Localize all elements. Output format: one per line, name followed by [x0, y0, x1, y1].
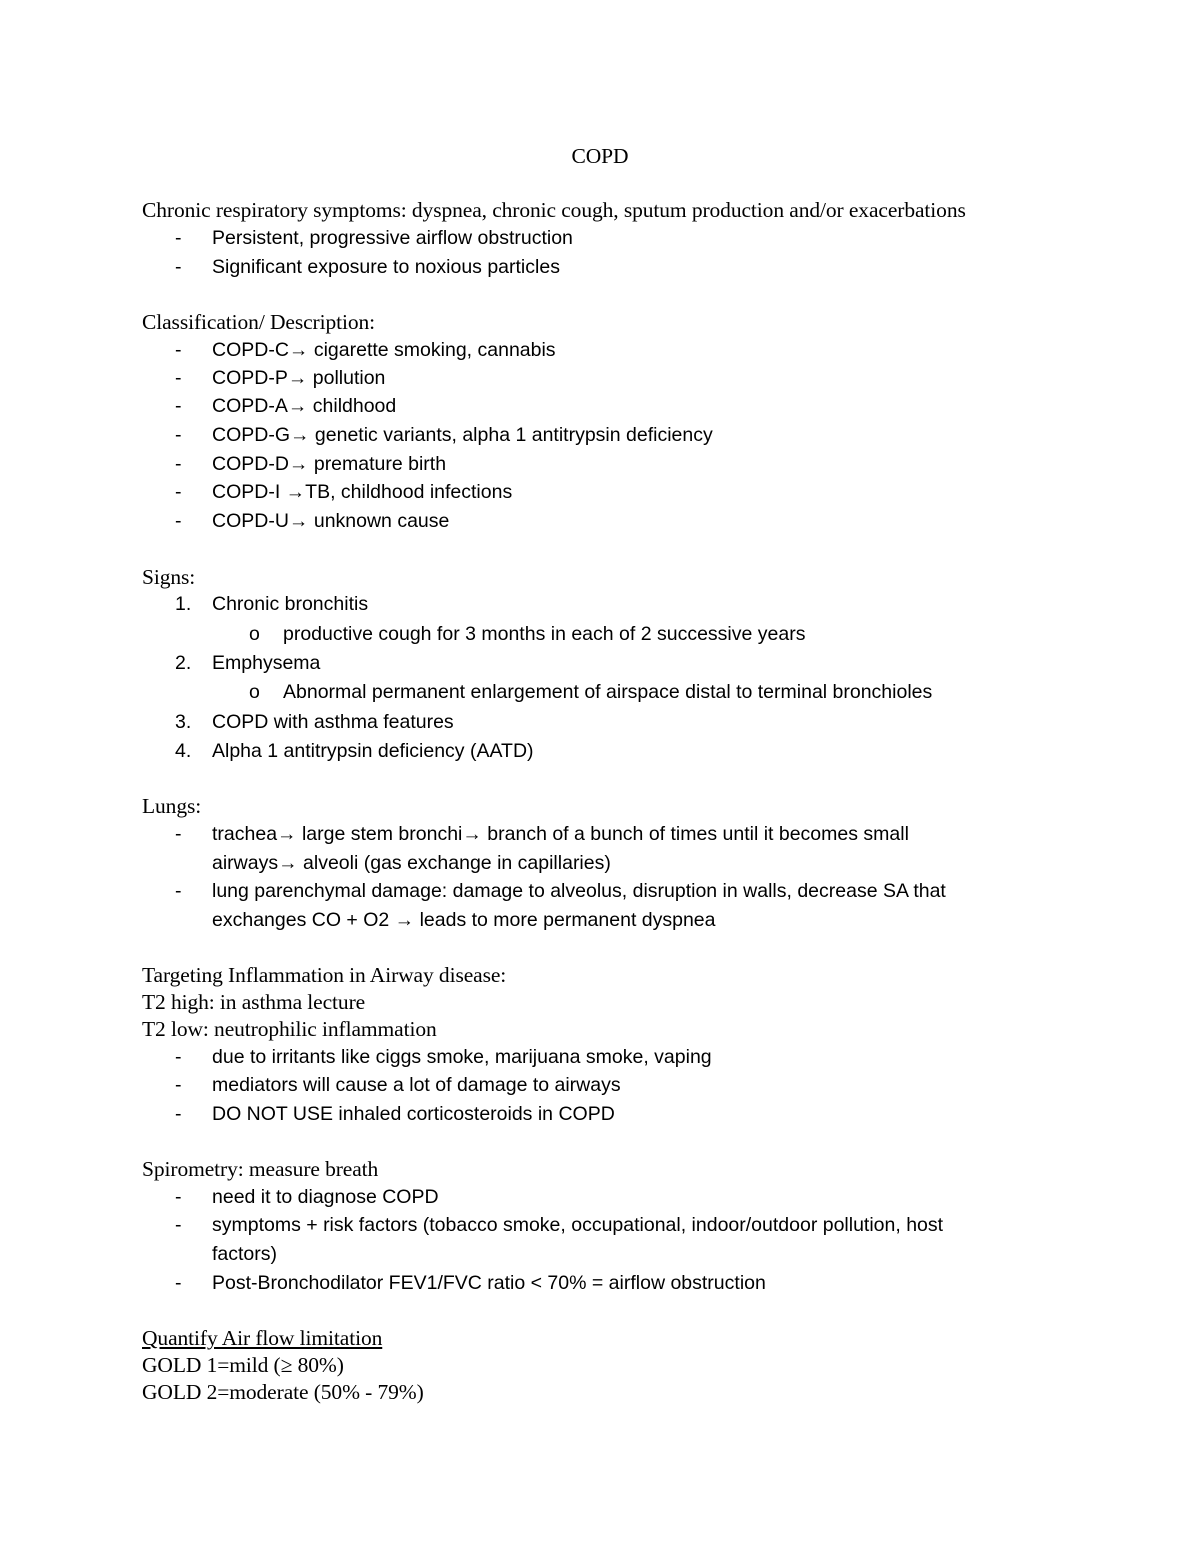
- classification-code: COPD-D: [212, 453, 289, 475]
- lungs-bullet-line: [212, 906, 716, 935]
- lungs-text: exchanges CO + O2: [212, 909, 395, 931]
- list-number: 2.: [175, 652, 192, 674]
- bullet-dash: -: [175, 1214, 182, 1236]
- signs-heading: Signs:: [142, 565, 196, 589]
- arrow-icon: →: [288, 339, 309, 361]
- bullet-dash: -: [175, 481, 182, 503]
- classification-item: [212, 450, 446, 479]
- spirometry-heading: Spirometry: measure breath: [142, 1157, 379, 1181]
- inflammation-bullet: mediators will cause a lot of damage to airways: [212, 1074, 621, 1096]
- lungs-text: trachea: [212, 823, 278, 845]
- lungs-text: large stem bronchi: [296, 823, 463, 845]
- spirometry-bullet: factors): [212, 1243, 278, 1265]
- arrow-icon: →: [288, 453, 309, 475]
- signs-item: Alpha 1 antitrypsin deficiency (AATD): [212, 740, 534, 762]
- gold-2-line: GOLD 2=moderate (50% - 79%): [142, 1380, 424, 1404]
- classification-item: [212, 392, 396, 421]
- intro-heading: Chronic respiratory symptoms: dyspnea, chronic cough, sputum production and/or exacerbations: [142, 198, 966, 222]
- arrow-icon: →: [285, 481, 306, 503]
- classification-item: [212, 336, 556, 365]
- arrow-icon: →: [290, 424, 310, 446]
- bullet-dash: -: [175, 424, 182, 446]
- bullet-dash: -: [175, 1103, 182, 1125]
- bullet-dash: -: [175, 1186, 182, 1208]
- arrow-icon: →: [287, 367, 308, 389]
- classification-code: COPD-I: [212, 481, 286, 503]
- lungs-text: branch of a bunch of times until it becomes small: [481, 823, 909, 845]
- list-number: 3.: [175, 711, 192, 733]
- signs-item: Chronic bronchitis: [212, 593, 369, 615]
- classification-item: [212, 507, 449, 536]
- spirometry-bullet: Post-Bronchodilator FEV1/FVC ratio < 70% = airflow obstruction: [212, 1272, 766, 1294]
- bullet-dash: -: [175, 510, 182, 532]
- intro-bullet: Significant exposure to noxious particles: [212, 256, 560, 278]
- classification-text: pollution: [312, 367, 386, 389]
- classification-heading: Classification/ Description:: [142, 310, 376, 334]
- bullet-dash: -: [175, 880, 182, 902]
- bullet-dash: -: [175, 256, 182, 278]
- arrow-icon: →: [394, 909, 415, 931]
- classification-text: genetic variants, alpha 1 antitrypsin deficiency: [314, 424, 713, 446]
- lungs-bullet-line: [212, 849, 611, 878]
- classification-code: COPD-A: [212, 395, 288, 417]
- classification-item: [212, 478, 512, 507]
- inflammation-bullet: DO NOT USE inhaled corticosteroids in COPD: [212, 1103, 615, 1125]
- classification-text: cigarette smoking, cannabis: [313, 339, 556, 361]
- bullet-dash: -: [175, 453, 182, 475]
- classification-item: [212, 364, 385, 393]
- classification-code: COPD-U: [212, 510, 289, 532]
- classification-code: COPD-P: [212, 367, 288, 389]
- lungs-text: alveoli (gas exchange in capillaries): [297, 852, 611, 874]
- arrow-icon: →: [288, 510, 309, 532]
- arrow-icon: →: [287, 395, 308, 417]
- inflammation-bullet: due to irritants like ciggs smoke, marijuana smoke, vaping: [212, 1046, 712, 1068]
- bullet-dash: -: [175, 339, 182, 361]
- lungs-heading: Lungs:: [142, 794, 202, 818]
- intro-bullet: Persistent, progressive airflow obstruction: [212, 227, 573, 249]
- gold-1-line: GOLD 1=mild (≥ 80%): [142, 1353, 344, 1377]
- lungs-bullet-line: [212, 820, 909, 849]
- sub-bullet-circle: o: [249, 681, 260, 703]
- quantify-heading: Quantify Air flow limitation: [142, 1326, 383, 1350]
- arrow-icon: →: [462, 823, 482, 845]
- bullet-dash: -: [175, 1074, 182, 1096]
- classification-text: premature birth: [313, 453, 447, 475]
- t2-high-line: T2 high: in asthma lecture: [142, 990, 366, 1014]
- classification-item: [212, 421, 713, 450]
- signs-item: COPD with asthma features: [212, 711, 454, 733]
- spirometry-bullet: symptoms + risk factors (tobacco smoke, occupational, indoor/outdoor pollution, host: [212, 1214, 944, 1236]
- spirometry-bullet: need it to diagnose COPD: [212, 1186, 439, 1208]
- lungs-text: leads to more permanent dyspnea: [414, 909, 716, 931]
- lungs-text: airways: [212, 852, 279, 874]
- signs-item: Emphysema: [212, 652, 321, 674]
- classification-text: unknown cause: [313, 510, 450, 532]
- t2-low-line: T2 low: neutrophilic inflammation: [142, 1017, 437, 1041]
- sub-bullet-circle: o: [249, 623, 260, 645]
- arrow-icon: →: [278, 852, 298, 874]
- inflammation-heading: Targeting Inflammation in Airway disease:: [142, 963, 507, 987]
- bullet-dash: -: [175, 1272, 182, 1294]
- document-title: COPD: [571, 144, 629, 168]
- bullet-dash: -: [175, 823, 182, 845]
- list-number: 1.: [175, 593, 192, 615]
- lungs-bullet-line: lung parenchymal damage: damage to alveolus, disruption in walls, decrease SA that: [212, 880, 946, 902]
- classification-text: TB, childhood infections: [305, 481, 513, 503]
- list-number: 4.: [175, 740, 192, 762]
- classification-code: COPD-G: [212, 424, 290, 446]
- bullet-dash: -: [175, 395, 182, 417]
- bullet-dash: -: [175, 1046, 182, 1068]
- signs-subitem: Abnormal permanent enlargement of airspace distal to terminal bronchioles: [283, 681, 933, 703]
- signs-subitem: productive cough for 3 months in each of 2 successive years: [283, 623, 806, 645]
- classification-code: COPD-C: [212, 339, 289, 361]
- arrow-icon: →: [277, 823, 297, 845]
- classification-text: childhood: [312, 395, 397, 417]
- bullet-dash: -: [175, 367, 182, 389]
- bullet-dash: -: [175, 227, 182, 249]
